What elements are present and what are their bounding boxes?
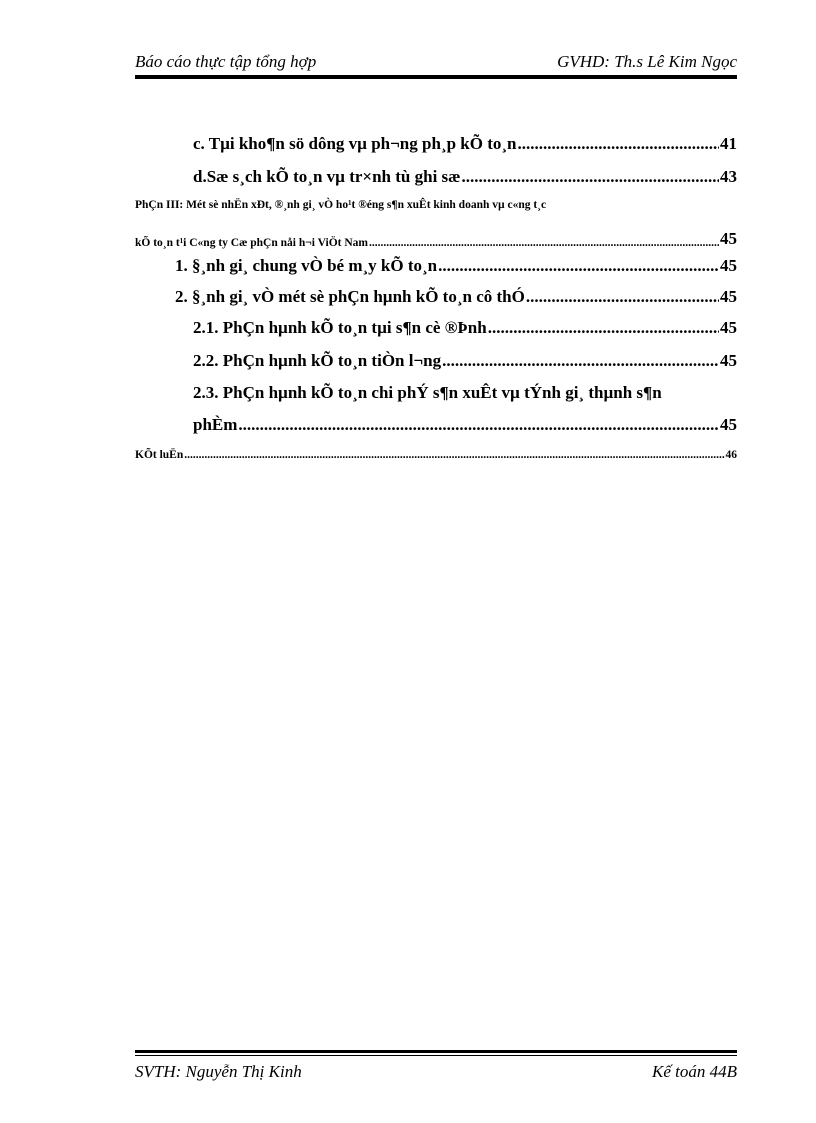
page-footer [135, 1058, 737, 1082]
toc-entry-text: phÈm [193, 415, 238, 434]
toc-entry-part [135, 449, 737, 461]
toc-entry-text: d.Sæ s¸ch kÕ to¸n vµ tr×nh tù ghi sæ [193, 167, 461, 186]
footer-rule [135, 1050, 737, 1056]
toc-leader [461, 167, 719, 187]
toc-entry-part [135, 229, 737, 249]
toc-entry [175, 287, 737, 307]
toc-leader [442, 351, 719, 371]
toc-leader [369, 237, 719, 249]
toc-entry-text: KÕt luËn [135, 449, 184, 461]
toc-leader [488, 318, 719, 338]
toc-entry [175, 256, 737, 276]
toc-entry-text: 2.1. PhÇn hµnh kÕ to¸n tµi s¶n cè ®Þnh [193, 318, 487, 337]
toc-entry-text: kÕ to¸n t¹i C«ng ty Cæ phÇn nåi h¬i ViÖt Nam [135, 237, 369, 249]
toc-leader [238, 415, 719, 435]
footer-student: SVTH: Nguyễn Thị Kinh [135, 1062, 302, 1081]
toc-entry-text: PhÇn III: Mét sè nhËn xÐt, ®¸nh gi¸ vÒ ho¹t ®éng s¶n xuÊt kinh doanh vµ c«ng t¸c [135, 199, 547, 211]
footer-class: Kế toán 44B [652, 1062, 737, 1081]
toc-entry [193, 167, 737, 187]
toc-entry-page: 45 [720, 351, 737, 370]
toc-entry-text: 2.2. PhÇn hµnh kÕ to¸n tiÒn l¬ng [193, 351, 442, 370]
toc-leader [438, 256, 719, 276]
toc-leader [526, 287, 719, 307]
page-header [135, 48, 737, 72]
toc-leader [184, 449, 724, 461]
toc-entry-page: 46 [725, 449, 737, 461]
toc-entry-page: 45 [720, 256, 737, 275]
header-report-title: Báo cáo thực tập tổng hợp [135, 52, 317, 71]
toc-entry [193, 318, 737, 338]
toc-entry-text: 2.3. PhÇn hµnh kÕ to¸n chi phÝ s¶n xuÊt vµ tÝnh gi¸ thµnh s¶n [193, 383, 662, 402]
toc-entry-page: 45 [720, 318, 737, 337]
toc-entry-page: 45 [720, 287, 737, 306]
toc-entry-page: 45 [720, 229, 737, 248]
toc-entry [193, 383, 737, 403]
toc-entry-text: 2. §¸nh gi¸ vÒ mét sè phÇn hµnh kÕ to¸n cô thÓ [175, 287, 525, 306]
toc-entry [193, 351, 737, 371]
toc-leader [518, 134, 720, 154]
toc-entry-text: c. Tµi kho¶n sö dông vµ ph¬ng ph¸p kÕ to¸n [193, 134, 517, 153]
toc-entry [193, 134, 737, 154]
toc-entry-part [135, 199, 737, 211]
toc-entry-page: 45 [720, 415, 737, 434]
toc-entry-page: 41 [720, 134, 737, 153]
header-supervisor: GVHD: Th.s Lê Kim Ngọc [557, 52, 737, 71]
header-rule [135, 73, 737, 79]
toc-entry-text: 1. §¸nh gi¸ chung vÒ bé m¸y kÕ to¸n [175, 256, 438, 275]
toc-entry [193, 415, 737, 435]
toc-entry-page: 43 [720, 167, 737, 186]
